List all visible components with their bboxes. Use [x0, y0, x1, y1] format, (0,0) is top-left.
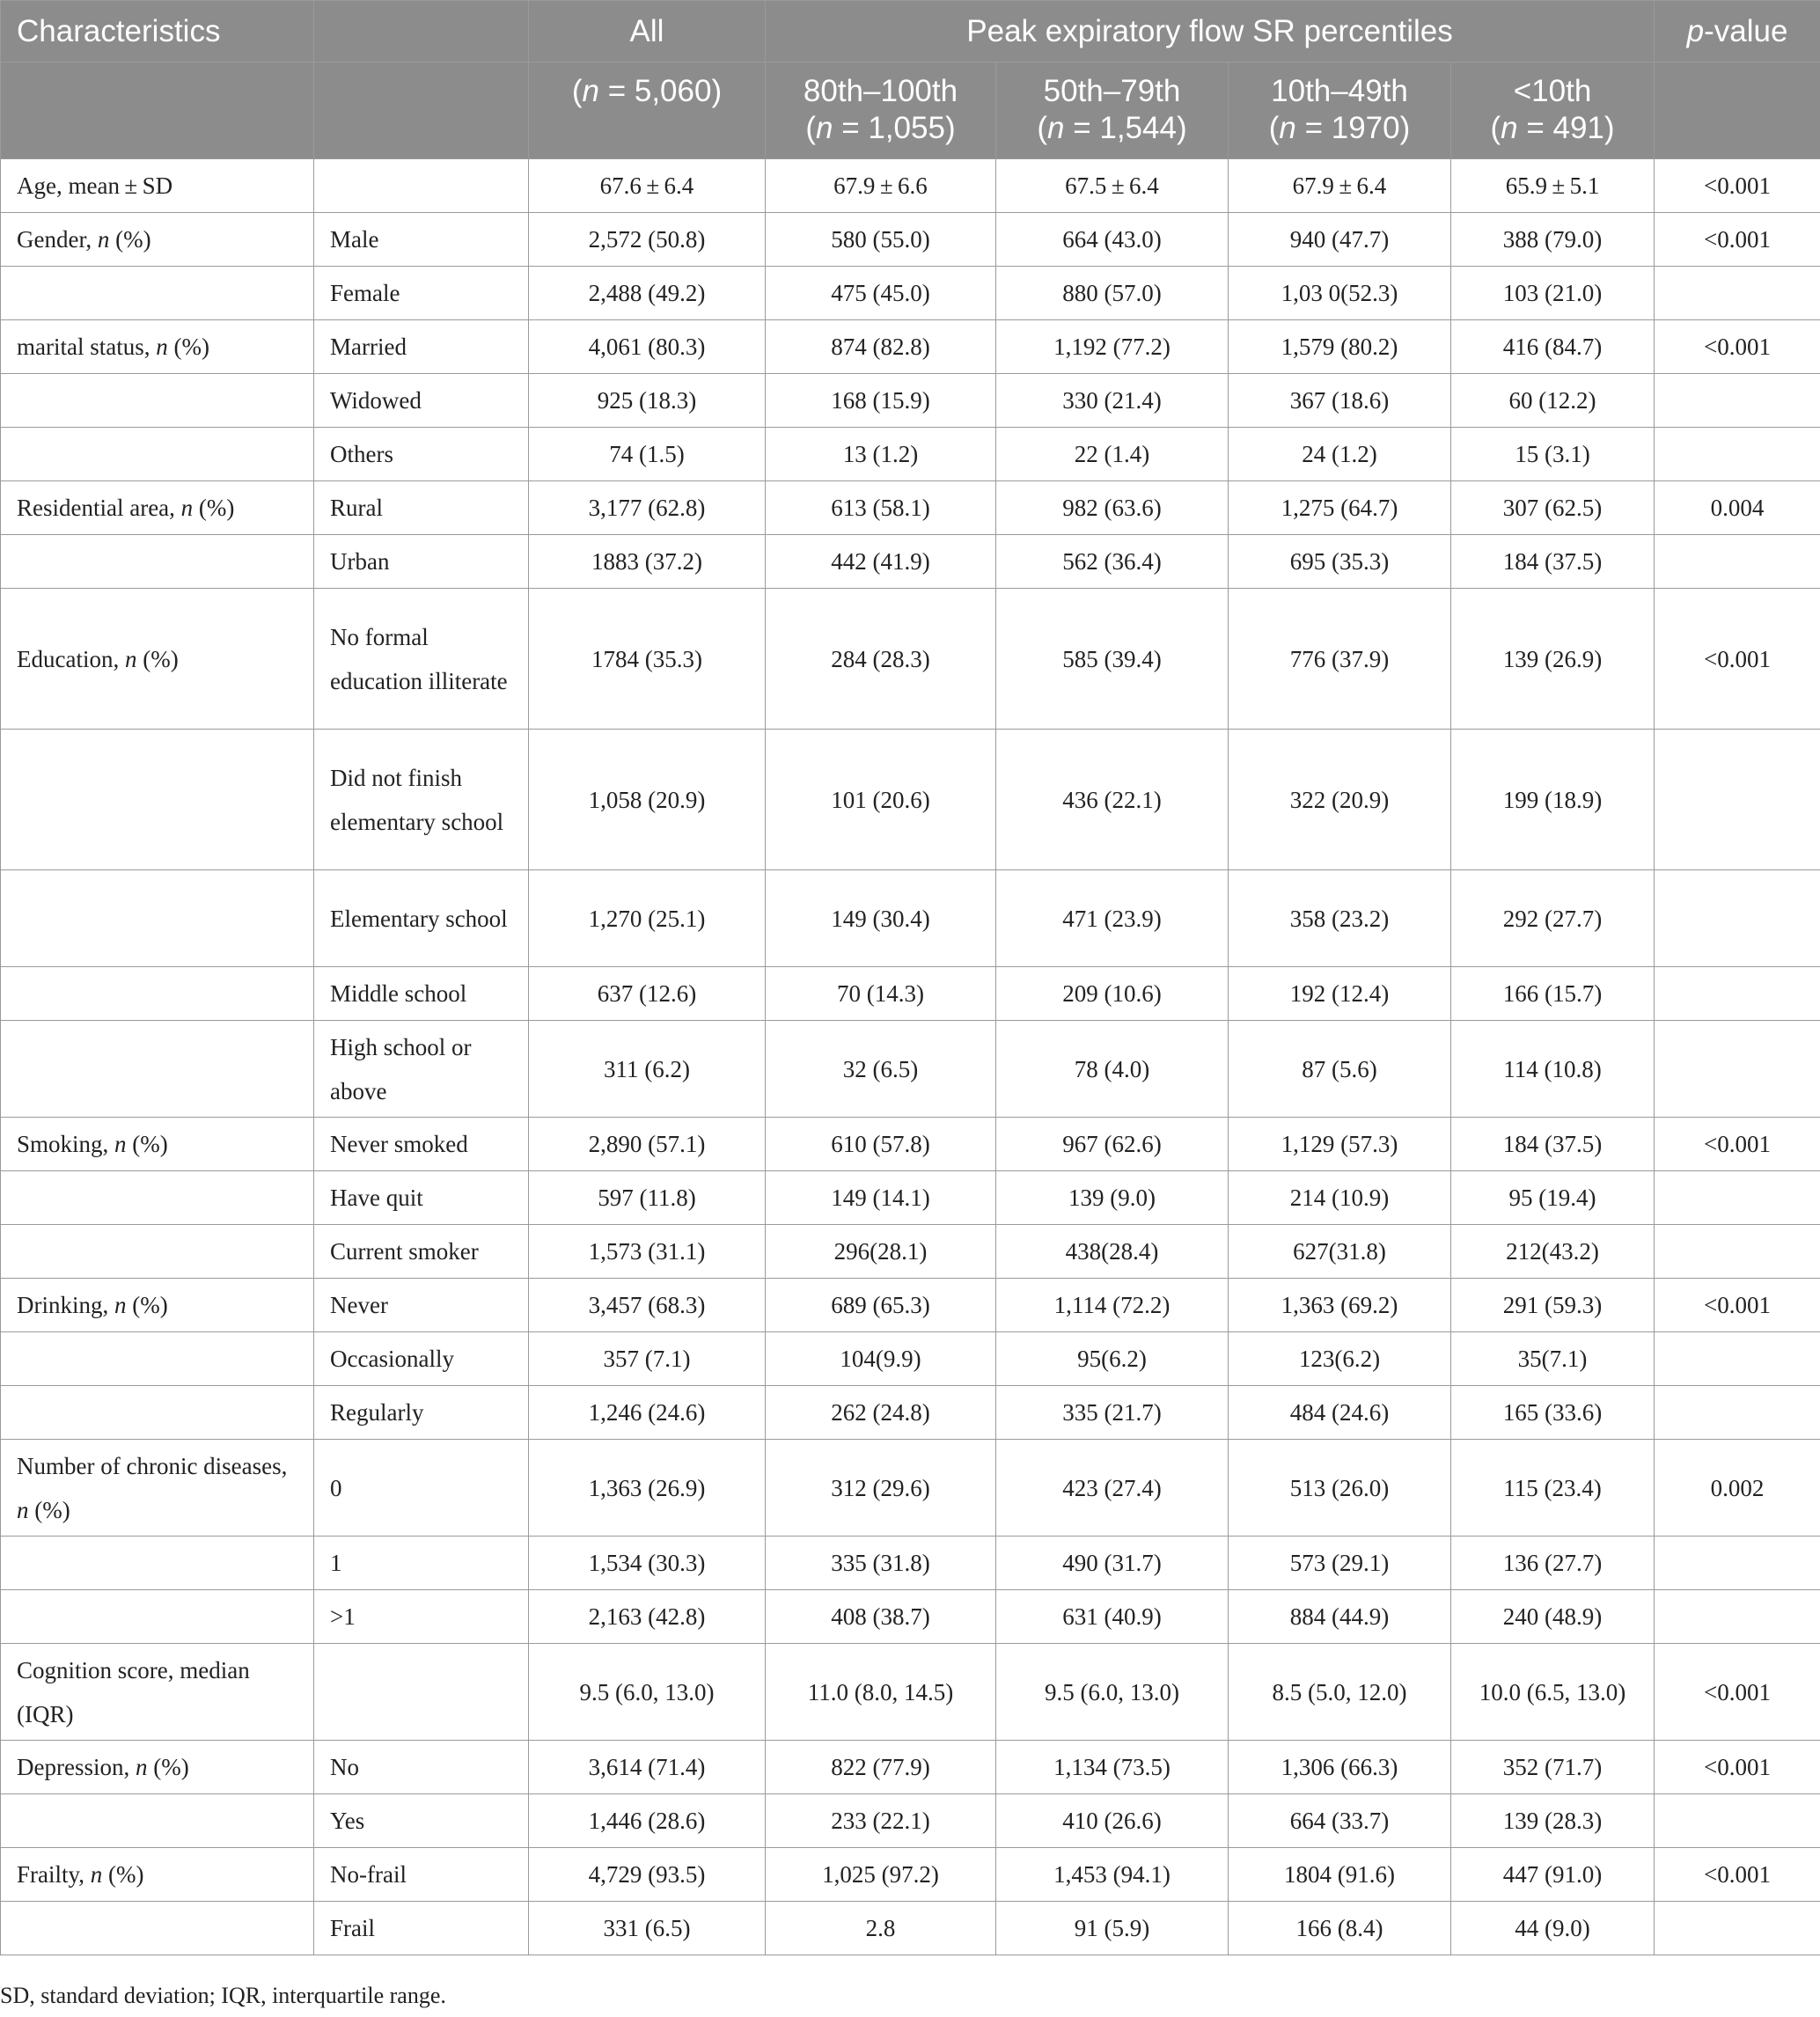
cell-g3: 24 (1.2) [1229, 428, 1451, 481]
table-row [1, 1794, 1820, 1848]
cell-g4: 307 (62.5) [1451, 481, 1655, 535]
table-row [1, 1848, 1820, 1902]
cell-sub: 0 [314, 1440, 529, 1537]
cell-all: 74 (1.5) [529, 428, 766, 481]
table-row [1, 870, 1820, 967]
cell-g4: 292 (27.7) [1451, 870, 1655, 967]
cell-p [1655, 730, 1820, 870]
cell-g1: 2.8 [766, 1902, 996, 1955]
cell-all: 2,572 (50.8) [529, 213, 766, 267]
cell-all: 637 (12.6) [529, 967, 766, 1021]
table-row [1, 320, 1820, 374]
cell-g1: 312 (29.6) [766, 1440, 996, 1537]
cell-g4: 212(43.2) [1451, 1225, 1655, 1279]
table-row [1, 213, 1820, 267]
header-characteristics: Characteristics [1, 1, 314, 62]
cell-g4: 447 (91.0) [1451, 1848, 1655, 1902]
cell-g3: 1804 (91.6) [1229, 1848, 1451, 1902]
cell-char [1, 1021, 314, 1118]
cell-sub: No-frail [314, 1848, 529, 1902]
cell-g4: 240 (48.9) [1451, 1590, 1655, 1644]
cell-sub: Never [314, 1279, 529, 1332]
cell-p: <0.001 [1655, 1741, 1820, 1794]
header-row-2 [1, 62, 1820, 159]
header-group-4-label: <10th [1513, 74, 1592, 108]
cell-sub: Urban [314, 535, 529, 589]
cell-g4: 44 (9.0) [1451, 1902, 1655, 1955]
cell-g3: 1,03 0(52.3) [1229, 267, 1451, 320]
cell-char [1, 374, 314, 428]
cell-g4: 388 (79.0) [1451, 213, 1655, 267]
table-row [1, 1590, 1820, 1644]
header-group-2 [996, 62, 1229, 159]
cell-g1: 335 (31.8) [766, 1537, 996, 1590]
header-group-1 [766, 62, 996, 159]
table-row [1, 1171, 1820, 1225]
cell-p [1655, 1902, 1820, 1955]
cell-g3: 884 (44.9) [1229, 1590, 1451, 1644]
cell-g2: 95(6.2) [996, 1332, 1229, 1386]
cell-char [1, 267, 314, 320]
cell-p: <0.001 [1655, 589, 1820, 730]
header-group-1-n: (n = 1,055) [805, 111, 956, 145]
table-row [1, 374, 1820, 428]
cell-g2: 436 (22.1) [996, 730, 1229, 870]
cell-g2: 1,134 (73.5) [996, 1741, 1229, 1794]
cell-g4: 291 (59.3) [1451, 1279, 1655, 1332]
table-row [1, 1741, 1820, 1794]
cell-g3: 1,129 (57.3) [1229, 1118, 1451, 1171]
table-row [1, 1644, 1820, 1741]
cell-char [1, 730, 314, 870]
cell-g3: 1,275 (64.7) [1229, 481, 1451, 535]
cell-all: 67.6 ± 6.4 [529, 159, 766, 213]
cell-sub: No [314, 1741, 529, 1794]
cell-g1: 233 (22.1) [766, 1794, 996, 1848]
header-group-4 [1451, 62, 1655, 159]
cell-g4: 65.9 ± 5.1 [1451, 159, 1655, 213]
cell-p: 0.004 [1655, 481, 1820, 535]
cell-g1: 101 (20.6) [766, 730, 996, 870]
cell-char [1, 967, 314, 1021]
header-p-rest: -value [1704, 13, 1788, 48]
cell-g4: 165 (33.6) [1451, 1386, 1655, 1440]
cell-p [1655, 1537, 1820, 1590]
cell-sub: Elementary school [314, 870, 529, 967]
cell-sub: Occasionally [314, 1332, 529, 1386]
cell-g2: 91 (5.9) [996, 1902, 1229, 1955]
cell-all: 1,534 (30.3) [529, 1537, 766, 1590]
header-group-2-n: (n = 1,544) [1037, 111, 1187, 145]
cell-g1: 149 (14.1) [766, 1171, 996, 1225]
cell-g4: 184 (37.5) [1451, 535, 1655, 589]
table-row [1, 967, 1820, 1021]
cell-g2: 967 (62.6) [996, 1118, 1229, 1171]
cell-p [1655, 267, 1820, 320]
cell-char: Drinking, n (%) [1, 1279, 314, 1332]
cell-char [1, 1590, 314, 1644]
table-row [1, 1118, 1820, 1171]
header-group-3-label: 10th–49th [1271, 74, 1408, 108]
table-row [1, 535, 1820, 589]
header-group-2-label: 50th–79th [1043, 74, 1181, 108]
cell-all: 3,177 (62.8) [529, 481, 766, 535]
cell-g4: 60 (12.2) [1451, 374, 1655, 428]
cell-g2: 78 (4.0) [996, 1021, 1229, 1118]
cell-g3: 776 (37.9) [1229, 589, 1451, 730]
cell-p: <0.001 [1655, 320, 1820, 374]
table-row [1, 481, 1820, 535]
cell-g1: 475 (45.0) [766, 267, 996, 320]
table-row [1, 1225, 1820, 1279]
header-blank-1 [1, 62, 314, 159]
cell-sub: Current smoker [314, 1225, 529, 1279]
cell-g2: 585 (39.4) [996, 589, 1229, 730]
cell-g3: 214 (10.9) [1229, 1171, 1451, 1225]
cell-g3: 1,363 (69.2) [1229, 1279, 1451, 1332]
cell-p [1655, 1225, 1820, 1279]
header-row-1 [1, 1, 1820, 62]
cell-g3: 484 (24.6) [1229, 1386, 1451, 1440]
cell-sub [314, 1644, 529, 1741]
cell-sub: Widowed [314, 374, 529, 428]
cell-g4: 199 (18.9) [1451, 730, 1655, 870]
cell-g2: 880 (57.0) [996, 267, 1229, 320]
cell-char: marital status, n (%) [1, 320, 314, 374]
cell-g4: 139 (26.9) [1451, 589, 1655, 730]
table-row [1, 1440, 1820, 1537]
header-group-1-label: 80th–100th [803, 74, 958, 108]
header-blank-2 [314, 62, 529, 159]
cell-g2: 1,114 (72.2) [996, 1279, 1229, 1332]
cell-g4: 15 (3.1) [1451, 428, 1655, 481]
header-subcategory-blank [314, 1, 529, 62]
cell-char: Age, mean ± SD [1, 159, 314, 213]
cell-g3: 664 (33.7) [1229, 1794, 1451, 1848]
cell-g4: 352 (71.7) [1451, 1741, 1655, 1794]
cell-g1: 296(28.1) [766, 1225, 996, 1279]
cell-char [1, 1225, 314, 1279]
cell-g3: 513 (26.0) [1229, 1440, 1451, 1537]
cell-all: 1,363 (26.9) [529, 1440, 766, 1537]
cell-g2: 562 (36.4) [996, 535, 1229, 589]
cell-g2: 139 (9.0) [996, 1171, 1229, 1225]
cell-g3: 627(31.8) [1229, 1225, 1451, 1279]
cell-all: 2,163 (42.8) [529, 1590, 766, 1644]
table-row [1, 730, 1820, 870]
cell-g4: 114 (10.8) [1451, 1021, 1655, 1118]
cell-char: Depression, n (%) [1, 1741, 314, 1794]
cell-p: <0.001 [1655, 1644, 1820, 1741]
cell-char: Frailty, n (%) [1, 1848, 314, 1902]
cell-g2: 22 (1.4) [996, 428, 1229, 481]
cell-g2: 1,453 (94.1) [996, 1848, 1229, 1902]
table-row [1, 428, 1820, 481]
cell-all: 1784 (35.3) [529, 589, 766, 730]
cell-all: 1,246 (24.6) [529, 1386, 766, 1440]
cell-sub: Never smoked [314, 1118, 529, 1171]
cell-g3: 166 (8.4) [1229, 1902, 1451, 1955]
cell-g2: 335 (21.7) [996, 1386, 1229, 1440]
cell-char [1, 870, 314, 967]
header-all-n: (n = 5,060) [529, 62, 766, 159]
cell-p [1655, 535, 1820, 589]
cell-g2: 982 (63.6) [996, 481, 1229, 535]
cell-g2: 423 (27.4) [996, 1440, 1229, 1537]
cell-char [1, 535, 314, 589]
cell-g3: 67.9 ± 6.4 [1229, 159, 1451, 213]
table-row [1, 1386, 1820, 1440]
cell-all: 4,061 (80.3) [529, 320, 766, 374]
cell-g1: 149 (30.4) [766, 870, 996, 967]
cell-g4: 166 (15.7) [1451, 967, 1655, 1021]
cell-char [1, 1386, 314, 1440]
cell-char: Smoking, n (%) [1, 1118, 314, 1171]
header-group-4-n: (n = 491) [1490, 111, 1615, 145]
cell-sub: 1 [314, 1537, 529, 1590]
cell-char: Residential area, n (%) [1, 481, 314, 535]
cell-all: 925 (18.3) [529, 374, 766, 428]
cell-g3: 1,579 (80.2) [1229, 320, 1451, 374]
cell-sub: Female [314, 267, 529, 320]
cell-all: 1,446 (28.6) [529, 1794, 766, 1848]
cell-g4: 416 (84.7) [1451, 320, 1655, 374]
cell-g2: 410 (26.6) [996, 1794, 1229, 1848]
cell-char: Cognition score, median (IQR) [1, 1644, 314, 1741]
cell-g1: 580 (55.0) [766, 213, 996, 267]
cell-p [1655, 1386, 1820, 1440]
cell-p [1655, 428, 1820, 481]
table-body [1, 159, 1820, 1955]
cell-sub: Did not finish elementary school [314, 730, 529, 870]
header-group-3 [1229, 62, 1451, 159]
cell-g1: 168 (15.9) [766, 374, 996, 428]
cell-sub: Rural [314, 481, 529, 535]
cell-sub: Middle school [314, 967, 529, 1021]
cell-all: 1883 (37.2) [529, 535, 766, 589]
cell-char: Education, n (%) [1, 589, 314, 730]
cell-g2: 664 (43.0) [996, 213, 1229, 267]
cell-char: Number of chronic diseases, n (%) [1, 1440, 314, 1537]
cell-p [1655, 374, 1820, 428]
table-footnote: SD, standard deviation; IQR, interquartile range. [0, 1983, 446, 2008]
header-blank-3 [1655, 62, 1820, 159]
cell-p: <0.001 [1655, 1279, 1820, 1332]
header-group-3-n: (n = 1970) [1268, 111, 1411, 145]
cell-p [1655, 1171, 1820, 1225]
cell-p [1655, 1021, 1820, 1118]
cell-g1: 70 (14.3) [766, 967, 996, 1021]
cell-g2: 631 (40.9) [996, 1590, 1229, 1644]
cell-sub: No formal education illiterate [314, 589, 529, 730]
cell-g3: 695 (35.3) [1229, 535, 1451, 589]
cell-g1: 13 (1.2) [766, 428, 996, 481]
header-group-title: Peak expiratory flow SR percentiles [766, 1, 1655, 62]
cell-g3: 367 (18.6) [1229, 374, 1451, 428]
cell-all: 4,729 (93.5) [529, 1848, 766, 1902]
table-row [1, 1279, 1820, 1332]
cell-p: <0.001 [1655, 213, 1820, 267]
cell-g1: 67.9 ± 6.6 [766, 159, 996, 213]
cell-g1: 1,025 (97.2) [766, 1848, 996, 1902]
cell-g2: 490 (31.7) [996, 1537, 1229, 1590]
table-row [1, 1902, 1820, 1955]
cell-g3: 123(6.2) [1229, 1332, 1451, 1386]
cell-g1: 32 (6.5) [766, 1021, 996, 1118]
cell-all: 331 (6.5) [529, 1902, 766, 1955]
cell-g2: 471 (23.9) [996, 870, 1229, 967]
cell-g1: 104(9.9) [766, 1332, 996, 1386]
cell-p [1655, 967, 1820, 1021]
cell-sub: Others [314, 428, 529, 481]
cell-g3: 192 (12.4) [1229, 967, 1451, 1021]
cell-g2: 1,192 (77.2) [996, 320, 1229, 374]
cell-g2: 330 (21.4) [996, 374, 1229, 428]
cell-char [1, 1794, 314, 1848]
table-row [1, 1537, 1820, 1590]
cell-char [1, 1332, 314, 1386]
cell-g2: 438(28.4) [996, 1225, 1229, 1279]
cell-p: <0.001 [1655, 159, 1820, 213]
cell-p [1655, 1590, 1820, 1644]
cell-g3: 87 (5.6) [1229, 1021, 1451, 1118]
table-row [1, 159, 1820, 213]
cell-g1: 262 (24.8) [766, 1386, 996, 1440]
cell-g3: 573 (29.1) [1229, 1537, 1451, 1590]
cell-g1: 408 (38.7) [766, 1590, 996, 1644]
cell-g3: 1,306 (66.3) [1229, 1741, 1451, 1794]
cell-all: 357 (7.1) [529, 1332, 766, 1386]
cell-char [1, 428, 314, 481]
cell-sub: Have quit [314, 1171, 529, 1225]
cell-g4: 95 (19.4) [1451, 1171, 1655, 1225]
cell-p: <0.001 [1655, 1118, 1820, 1171]
cell-all: 2,488 (49.2) [529, 267, 766, 320]
cell-sub: High school or above [314, 1021, 529, 1118]
header-all: All [529, 1, 766, 62]
cell-all: 9.5 (6.0, 13.0) [529, 1644, 766, 1741]
cell-g4: 115 (23.4) [1451, 1440, 1655, 1537]
header-p-value [1655, 1, 1820, 62]
table-row [1, 267, 1820, 320]
cell-g4: 184 (37.5) [1451, 1118, 1655, 1171]
cell-sub: Yes [314, 1794, 529, 1848]
cell-sub: >1 [314, 1590, 529, 1644]
cell-char: Gender, n (%) [1, 213, 314, 267]
cell-char [1, 1902, 314, 1955]
cell-all: 2,890 (57.1) [529, 1118, 766, 1171]
cell-g3: 940 (47.7) [1229, 213, 1451, 267]
header-p-italic: p [1686, 13, 1705, 48]
cell-p: 0.002 [1655, 1440, 1820, 1537]
cell-p [1655, 1332, 1820, 1386]
cell-g1: 822 (77.9) [766, 1741, 996, 1794]
cell-g1: 284 (28.3) [766, 589, 996, 730]
cell-all: 3,614 (71.4) [529, 1741, 766, 1794]
cell-all: 597 (11.8) [529, 1171, 766, 1225]
cell-p [1655, 870, 1820, 967]
cell-char [1, 1537, 314, 1590]
cell-sub: Regularly [314, 1386, 529, 1440]
cell-all: 1,058 (20.9) [529, 730, 766, 870]
cell-all: 3,457 (68.3) [529, 1279, 766, 1332]
cell-g4: 103 (21.0) [1451, 267, 1655, 320]
cell-g3: 322 (20.9) [1229, 730, 1451, 870]
cell-g1: 689 (65.3) [766, 1279, 996, 1332]
cell-g3: 8.5 (5.0, 12.0) [1229, 1644, 1451, 1741]
cell-all: 1,270 (25.1) [529, 870, 766, 967]
table-row [1, 1021, 1820, 1118]
cell-g1: 610 (57.8) [766, 1118, 996, 1171]
cell-g4: 136 (27.7) [1451, 1537, 1655, 1590]
cell-char [1, 1171, 314, 1225]
cell-g4: 35(7.1) [1451, 1332, 1655, 1386]
cell-g1: 11.0 (8.0, 14.5) [766, 1644, 996, 1741]
cell-all: 311 (6.2) [529, 1021, 766, 1118]
cell-g2: 209 (10.6) [996, 967, 1229, 1021]
cell-g1: 874 (82.8) [766, 320, 996, 374]
table-row [1, 589, 1820, 730]
cell-sub: Male [314, 213, 529, 267]
cell-g4: 10.0 (6.5, 13.0) [1451, 1644, 1655, 1741]
cell-sub: Married [314, 320, 529, 374]
cell-p: <0.001 [1655, 1848, 1820, 1902]
cell-g1: 442 (41.9) [766, 535, 996, 589]
cell-p [1655, 1794, 1820, 1848]
cell-all: 1,573 (31.1) [529, 1225, 766, 1279]
cell-g4: 139 (28.3) [1451, 1794, 1655, 1848]
cell-g2: 67.5 ± 6.4 [996, 159, 1229, 213]
cell-g2: 9.5 (6.0, 13.0) [996, 1644, 1229, 1741]
cell-sub [314, 159, 529, 213]
cell-g1: 613 (58.1) [766, 481, 996, 535]
table-row [1, 1332, 1820, 1386]
cell-g3: 358 (23.2) [1229, 870, 1451, 967]
cell-sub: Frail [314, 1902, 529, 1955]
